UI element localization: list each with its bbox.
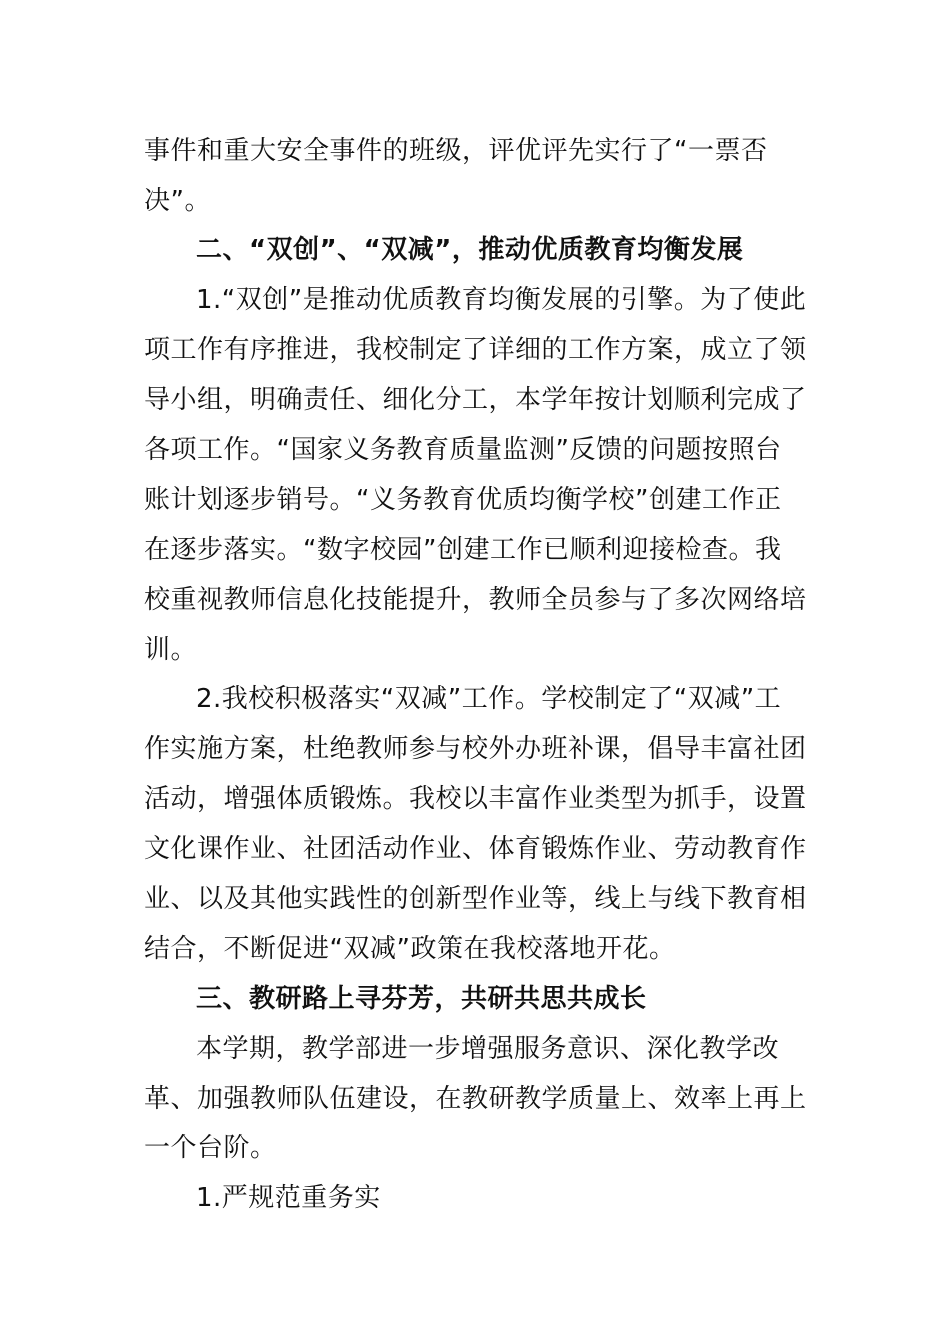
paragraph-line: 1.“双创”是推动优质教育均衡发展的引擎。为了使此 [196,285,807,315]
subheading-line: 1.严规范重务实 [196,1183,381,1213]
paragraph-line: 账计划逐步销号。“义务教育优质均衡学校”创建工作正 [144,485,782,515]
paragraph-line: 事件和重大安全事件的班级，评优评先实行了“一票否 [144,136,768,166]
paragraph-line: 活动，增强体质锻炼。我校以丰富作业类型为抓手，设置 [144,784,807,814]
paragraph-line: 2.我校积极落实“双减”工作。学校制定了“双减”工 [196,684,782,714]
paragraph-line: 导小组，明确责任、细化分工，本学年按计划顺利完成了 [144,385,807,415]
paragraph-line: 革、加强教师队伍建设，在教研教学质量上、效率上再上 [144,1084,807,1114]
paragraph-line: 一个台阶。 [144,1133,277,1163]
paragraph-line: 业、以及其他实践性的创新型作业等，线上与线下教育相 [144,884,807,914]
paragraph-line: 作实施方案，杜绝教师参与校外办班补课，倡导丰富社团 [144,734,807,764]
paragraph-line: 项工作有序推进，我校制定了详细的工作方案，成立了领 [144,335,807,365]
paragraph-line: 文化课作业、社团活动作业、体育锻炼作业、劳动教育作 [144,834,807,864]
paragraph-line: 训。 [144,635,198,665]
paragraph-line: 结合，不断促进“双减”政策在我校落地开花。 [144,934,676,964]
section-heading: 三、教研路上寻芬芳，共研共思共成长 [196,984,647,1014]
paragraph-line: 本学期，教学部进一步增强服务意识、深化教学改 [196,1034,780,1064]
paragraph-line: 在逐步落实。“数字校园”创建工作已顺利迎接检查。我 [144,535,782,565]
paragraph-line: 校重视教师信息化技能提升，教师全员参与了多次网络培 [144,585,807,615]
paragraph-line: 决”。 [144,186,211,216]
paragraph-line: 各项工作。“国家义务教育质量监测”反馈的问题按照台 [144,435,782,465]
section-heading: 二、“双创”、“双减”，推动优质教育均衡发展 [196,235,744,265]
